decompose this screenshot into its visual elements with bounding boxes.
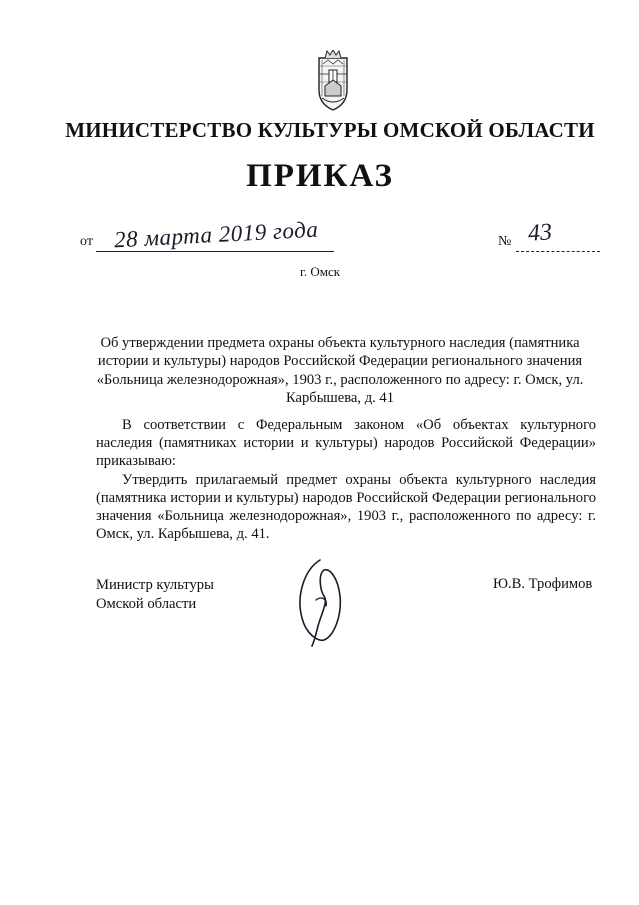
date-number-row [80, 216, 600, 256]
document-type-title: ПРИКАЗ [246, 158, 394, 194]
handwritten-date: 28 марта 2019 года [113, 216, 319, 253]
handwritten-number: 43 [527, 219, 553, 247]
city-label: г. Омск [300, 264, 341, 279]
signer-name: Ю.В. Трофимов [493, 576, 593, 592]
omsk-coat-of-arms-icon [316, 50, 350, 112]
signer-position-line-2: Омской области [96, 595, 197, 612]
number-sign-label: № [498, 234, 512, 249]
handwritten-signature [290, 556, 352, 648]
order-subject: Об утверждении предмета охраны объекта культурного наследия (памятника истории и культуры) народов Российской Федерации регионального значения «Больница железнодорожная», 1903 г., расположенного по адресу: г. Омск, ул. Карбышева, д. 41 [96, 335, 584, 407]
number-underline [516, 251, 600, 252]
body-paragraph-legal-basis: В соответствии с Федеральным законом «Об объектах культурного наследия (памятниках истории и культуры) народов Российской Федерации» приказываю: [96, 417, 596, 470]
body-paragraph-decision: Утвердить прилагаемый предмет охраны объекта культурного наследия (памятника истории и культуры) народов Российской Федерации регионального значения «Больница железнодорожная», 1903 г., расположенного по адресу: г. Омск, ул. Карбышева, д. 41. [96, 471, 596, 543]
order-body [96, 416, 596, 543]
date-prefix-label: от [80, 234, 93, 249]
signer-position [96, 576, 214, 613]
ministry-name: МИНИСТЕРСТВО КУЛЬТУРЫ ОМСКОЙ ОБЛАСТИ [65, 118, 595, 142]
signer-position-line-1: Министр культуры [96, 577, 214, 593]
